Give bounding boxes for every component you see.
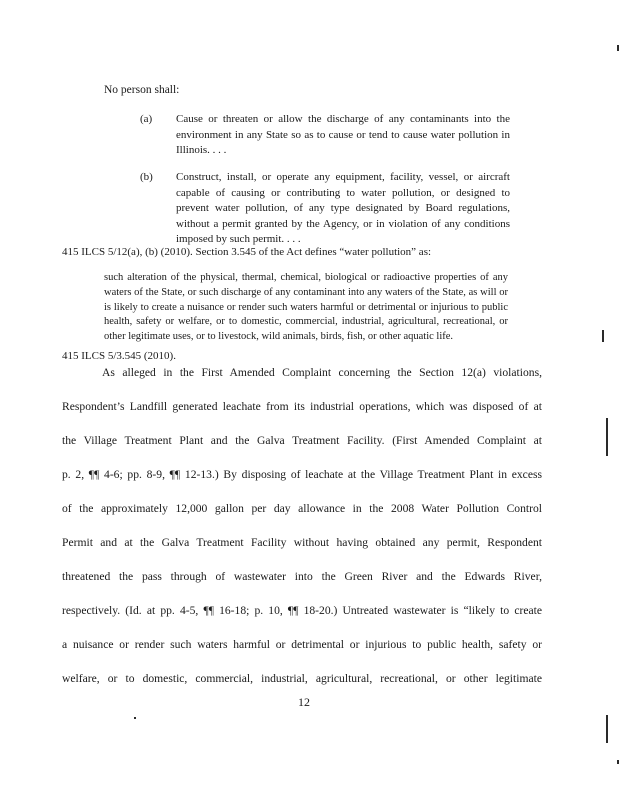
paragraph-line: threatened the pass through of wastewater into the Green River and the Edwards River, xyxy=(62,570,542,583)
paragraph-line: the Village Treatment Plant and the Galva Treatment Facility. (First Amended Complaint at xyxy=(62,434,542,447)
paragraph-line: Respondent’s Landfill generated leachate from its industrial operations, which was disposed of at xyxy=(62,400,542,413)
paragraph-line: p. 2, ¶¶ 4-6; pp. 8-9, ¶¶ 12-13.) By disposing of leachate at the Village Treatment Plant in excess xyxy=(62,468,542,481)
statute-citation: 415 ILCS 5/3.545 (2010). xyxy=(62,350,176,362)
scan-mark xyxy=(602,330,604,342)
item-label: (b) xyxy=(140,171,153,183)
intro-text: No person shall: xyxy=(104,84,180,96)
paragraph-line: of the approximately 12,000 gallon per day allowance in the 2008 Water Pollution Control xyxy=(62,502,542,515)
paragraph-line: welfare, or to domestic, commercial, industrial, agricultural, recreational, or other legitimate xyxy=(62,672,542,685)
block-quote: such alteration of the physical, thermal, chemical, biological or radioactive properties of any waters of the State, or such discharge of any contaminant into any waters of the State, as will or is likely to create a nuisance or render such waters harmful or detrimental or injurious to public health, safety or welfare, or to domestic, commercial, industrial, agricultural, recreational, or other legitimate uses, or to livestock, wild animals, birds, fish, or other aquatic life. xyxy=(104,272,508,343)
item-text: Cause or threaten or allow the discharge of any contaminants into the environment in any State so as to cause or tend to cause water pollution in Illinois. . . . xyxy=(176,113,510,156)
item-text: Construct, install, or operate any equipment, facility, vessel, or aircraft capable of causing or contributing to water pollution, or designed to prevent water pollution, of any type designated by Board regulations, without a permit granted by the Agency, or in violation of any conditions imposed by such permit. . . . xyxy=(176,171,510,245)
paragraph-line: Permit and at the Galva Treatment Facility without having obtained any permit, Respondent xyxy=(62,536,542,549)
paragraph-line: respectively. (Id. at pp. 4-5, ¶¶ 16-18; p. 10, ¶¶ 18-20.) Untreated wastewater is “likely to create xyxy=(62,604,542,617)
scan-mark xyxy=(617,760,619,764)
scan-mark xyxy=(617,45,619,51)
page-number: 12 xyxy=(298,695,310,709)
paragraph-line: As alleged in the First Amended Complaint concerning the Section 12(a) violations, xyxy=(102,366,542,379)
item-label: (a) xyxy=(140,113,153,125)
scan-mark xyxy=(134,717,136,719)
scan-mark xyxy=(606,418,608,456)
statute-citation: 415 ILCS 5/12(a), (b) (2010). Section 3.545 of the Act defines “water pollution” as: xyxy=(62,246,432,258)
paragraph-line: a nuisance or render such waters harmful or detrimental or injurious to public health, safety or xyxy=(62,638,542,651)
scan-mark xyxy=(606,715,608,743)
